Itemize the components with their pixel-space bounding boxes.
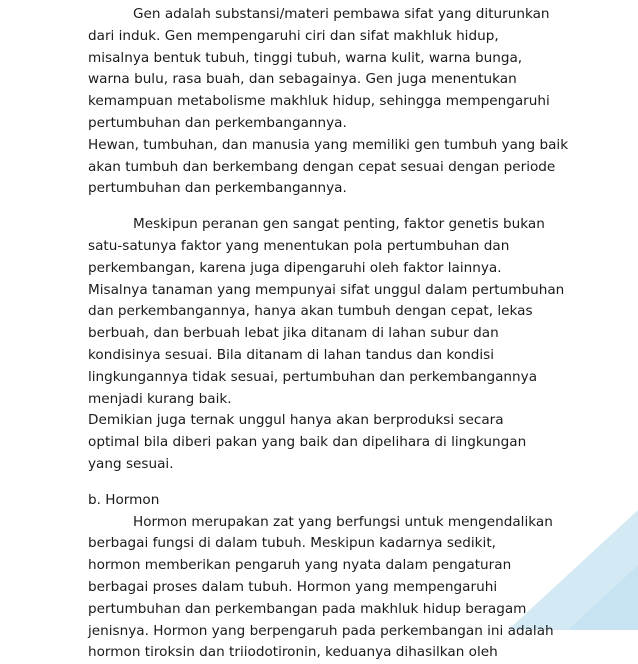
text-line: berbuah, dan berbuah lebat jika ditanam di lahan subur dan	[88, 325, 499, 342]
text-line: pertumbuhan dan perkembangannya.	[88, 180, 347, 197]
text-line: misalnya bentuk tubuh, tinggi tubuh, warna kulit, warna bunga,	[88, 49, 523, 66]
document-page	[88, 0, 569, 664]
text-line: dari induk. Gen mempengaruhi ciri dan sifat makhluk hidup,	[88, 27, 499, 44]
text-line: yang sesuai.	[88, 455, 174, 472]
section-heading: b. Hormon	[88, 491, 160, 508]
text-line: satu-satunya faktor yang menentukan pola pertumbuhan dan	[88, 237, 510, 254]
paragraph-livestock	[88, 410, 558, 475]
text-line: menjadi kurang baik.	[88, 390, 232, 407]
text-line: Misalnya tanaman yang mempunyai sifat unggul dalam pertumbuhan	[88, 281, 565, 298]
text-line: berbagai fungsi di dalam tubuh. Meskipun kadarnya sedikit,	[88, 535, 496, 552]
text-line: pertumbuhan dan perkembangannya.	[88, 114, 347, 131]
text-line: kondisinya sesuai. Bila ditanam di lahan tandus dan kondisi	[88, 346, 495, 363]
paragraph-genetic-factors	[88, 214, 565, 410]
text-line: Gen adalah substansi/materi pembawa sifat yang diturunkan	[133, 6, 550, 22]
text-line: pertumbuhan dan perkembangan pada makhluk hidup beragam	[88, 600, 527, 617]
text-line: dan perkembangannya, hanya akan tumbuh dengan cepat, lekas	[88, 303, 533, 320]
text-line: lingkungannya tidak sesuai, pertumbuhan dan perkembangannya	[88, 368, 538, 385]
text-line: warna bulu, rasa buah, dan sebagainya. Gen juga menentukan	[88, 71, 517, 88]
paragraph-gen-definition	[88, 4, 558, 135]
text-line: hormon tiroksin dan triiodotironin, keduanya dihasilkan oleh	[88, 644, 498, 661]
text-line: perkembangan, karena juga dipengaruhi oleh faktor lainnya.	[88, 259, 502, 276]
text-line: Hewan, tumbuhan, dan manusia yang memiliki gen tumbuh yang baik	[88, 136, 569, 153]
text-line: hormon memberikan pengaruh yang nyata dalam pengaturan	[88, 557, 512, 574]
text-line: Hormon merupakan zat yang berfungsi untuk mengendalikan	[133, 513, 553, 530]
paragraph-gen-growth	[88, 135, 569, 200]
text-line: kemampuan metabolisme makhluk hidup, sehingga mempengaruhi	[88, 93, 550, 110]
text-line: Meskipun peranan gen sangat penting, faktor genetis bukan	[133, 216, 545, 233]
text-line: jenisnya. Hormon yang berpengaruh pada perkembangan ini adalah	[88, 622, 554, 639]
paragraph-hormone	[88, 512, 558, 664]
text-line: Demikian juga ternak unggul hanya akan berproduksi secara	[88, 412, 504, 429]
text-line: optimal bila diberi pakan yang baik dan dipelihara di lingkungan	[88, 434, 527, 451]
text-line: akan tumbuh dan berkembang dengan cepat sesuai dengan periode	[88, 158, 556, 175]
text-line: berbagai proses dalam tubuh. Hormon yang mempengaruhi	[88, 578, 498, 595]
